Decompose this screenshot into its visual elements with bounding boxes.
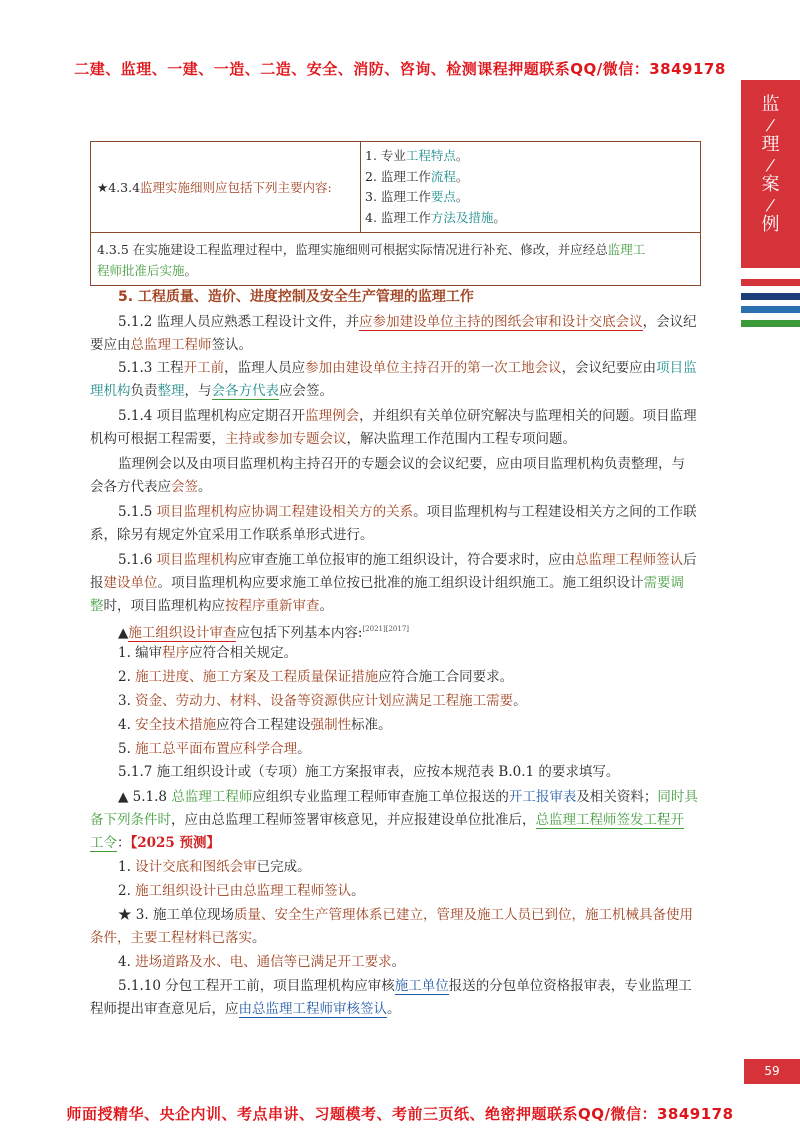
paragraph-line: 机构可根据工程需要，主持或参加专题会议，解决监理工作范围内工程专项问题。	[90, 431, 576, 447]
paragraph-line: 要应由总监理工程师签认。	[90, 337, 252, 353]
paragraph-5-1-4: 5.1.4 项目监理机构应定期召开监理例会，并组织有关单位研究解决与监理相关的问题。项目监理	[118, 408, 697, 424]
list-item: 1. 专业工程特点。	[365, 148, 469, 163]
section-side-tab	[741, 80, 800, 268]
list-item: 4. 安全技术措施应符合工程建设强制性标准。	[118, 717, 392, 733]
star-icon: ★	[97, 179, 109, 195]
side-tab-char: 例	[761, 214, 780, 235]
paragraph-5-1-6: 5.1.6 项目监理机构应审查施工单位报审的施工组织设计，符合要求时，应由总监理工程师签认后	[118, 552, 697, 568]
table-cell-items	[361, 142, 700, 232]
page-number: 59	[744, 1059, 800, 1084]
paragraph-5-1-2: 5.1.2 监理人员应熟悉工程设计文件，并应参加建设单位主持的图纸会审和设计交底会议，会议纪	[118, 314, 697, 330]
clause-number: 4.3.4	[108, 179, 141, 195]
side-tab-separator: /	[764, 116, 777, 134]
side-tab-char: 监	[761, 94, 780, 115]
list-item: 2. 施工进度、施工方案及工程质量保证措施应符合施工合同要求。	[118, 669, 514, 685]
side-tab-separator: /	[764, 196, 777, 214]
paragraph-line: 备下列条件时，应由总监理工程师签署审核意见，并应报建设单位批准后，总监理工程师签发工程开	[90, 812, 684, 828]
bottom-promo-banner: 师面授精华、央企内训、考点串讲、习题模考、考前三页纸、绝密押题联系QQ/微信：3849178	[66, 1105, 734, 1123]
list-item: 2. 监理工作流程。	[365, 168, 469, 184]
list-item: 3. 资金、劳动力、材料、设备等资源供应计划应满足工程施工需要。	[118, 693, 527, 709]
side-tab-separator: /	[764, 156, 777, 174]
side-stripe-green	[741, 320, 800, 327]
exam-years: [2021][2017]	[362, 625, 410, 633]
clause-text: 监理实施细则应包括下列主要内容:	[140, 180, 332, 195]
list-item: 5. 施工总平面布置应科学合理。	[118, 741, 311, 757]
list-item: 1. 设计交底和图纸会审已完成。	[118, 859, 311, 875]
paragraph-line: 整时，项目监理机构应按程序重新审查。	[90, 598, 333, 614]
top-promo-banner: 二建、监理、一建、一造、二造、安全、消防、咨询、检测课程押题联系QQ/微信：3849178	[74, 60, 726, 78]
side-tab-char: 理	[761, 134, 780, 155]
paragraph-line: 系，除另有规定外宜采用工作联系单形式进行。	[90, 527, 374, 543]
paragraph-5-1-8: ▲ 5.1.8 总监理工程师应组织专业监理工程师审查施工单位报送的开工报审表及相关资料；同时具	[118, 789, 698, 805]
table-cell-clause	[91, 142, 361, 232]
paragraph-line: 条件，主要工程材料已落实。	[90, 930, 266, 946]
review-heading: ▲施工组织设计审查应包括下列基本内容:[2021][2017]	[118, 625, 410, 641]
paragraph-5-1-10: 5.1.10 分包工程开工前，项目监理机构应审核施工单位报送的分包单位资格报审表，专业监理工	[118, 978, 692, 994]
list-item: 4. 监理工作方法及措施。	[365, 209, 506, 225]
paragraph-line: 工令：【2025 预测】	[90, 835, 221, 851]
regulation-table	[90, 141, 701, 286]
list-item: ★ 3. 施工单位现场质量、安全生产管理体系已建立，管理及施工人员已到位，施工机械具备使用	[118, 907, 693, 923]
section-heading: 5. 工程质量、造价、进度控制及安全生产管理的监理工作	[118, 289, 474, 305]
list-item: 3. 监理工作要点。	[365, 189, 469, 204]
paragraph-line: 会各方代表应会签。	[90, 479, 212, 495]
table-note-row: 4.3.5 在实施建设工程监理过程中，监理实施细则可根据实际情况进行补充、修改，并应经总监理工 程师批准后实施。	[97, 242, 646, 278]
paragraph-5-1-7: 5.1.7 施工组织设计或（专项）施工方案报审表，应按本规范表 B.0.1 的要求填写。	[118, 764, 620, 780]
paragraph-line: 程师提出审查意见后，应由总监理工程师审核签认。	[90, 1001, 401, 1017]
paragraph-5-1-5: 5.1.5 项目监理机构应协调工程建设相关方的关系。项目监理机构与工程建设相关方之间的工作联	[118, 504, 697, 520]
list-item: 4. 进场道路及水、电、通信等已满足开工要求。	[118, 954, 406, 970]
list-item: 2. 施工组织设计已由总监理工程师签认。	[118, 883, 365, 899]
side-stripe-navy	[741, 293, 800, 300]
list-item: 1. 编审程序应符合相关规定。	[118, 645, 298, 661]
side-tab-char: 案	[761, 174, 780, 195]
paragraph-line: 理机构负责整理，与会各方代表应会签。	[90, 383, 333, 399]
table-row	[91, 142, 700, 233]
paragraph-5-1-3: 5.1.3 工程开工前，监理人员应参加由建设单位主持召开的第一次工地会议，会议纪要应由项目监	[118, 360, 697, 376]
side-stripe-red	[741, 279, 800, 286]
prediction-badge: 【2025 预测】	[130, 835, 221, 851]
paragraph-meeting-minutes: 监理例会以及由项目监理机构主持召开的专题会议的会议纪要，应由项目监理机构负责整理，与	[118, 456, 685, 472]
side-stripe-blue	[741, 306, 800, 313]
paragraph-line: 报建设单位。项目监理机构应要求施工单位按已批准的施工组织设计组织施工。施工组织设计需要调	[90, 575, 684, 591]
